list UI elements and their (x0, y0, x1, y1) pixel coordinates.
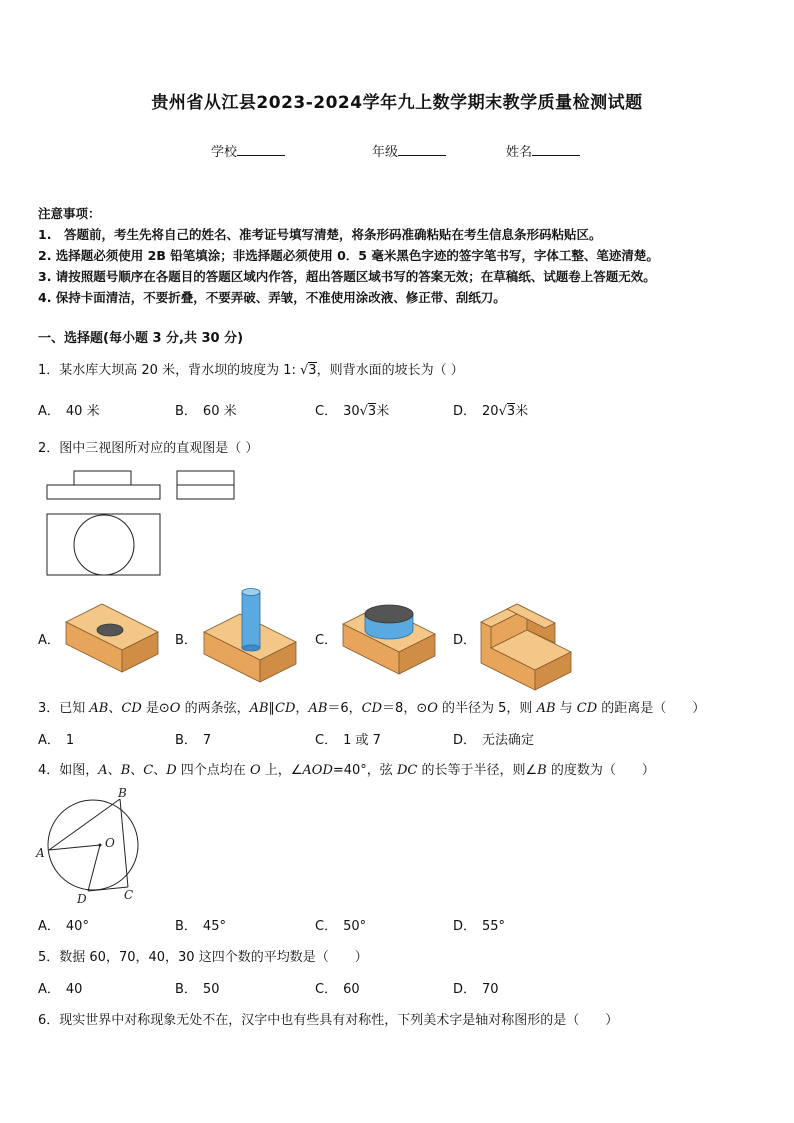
sqrt-symbol: √3 (359, 404, 377, 419)
question-2: 2．图中三视图所对应的直观图是（ ） (38, 441, 259, 456)
note-item: 3. 请按照题号顺序在各题目的答题区域内作答，超出答题区域书写的答案无效；在草稿纸、试题卷上答题无效。 (38, 269, 656, 284)
q5-options (38, 978, 758, 996)
q5-option-a[interactable]: A． 40 (38, 982, 83, 997)
q3-option-d[interactable]: D． 无法确定 (453, 733, 535, 748)
notes-heading: 注意事项： (38, 206, 101, 221)
question-5: 5．数据 60，70，40，30 这四个数的平均数是（ ） (38, 950, 368, 965)
label-b: B (118, 786, 127, 800)
name-label: 姓名 (506, 145, 533, 160)
q5-option-b[interactable]: B． 50 (175, 982, 220, 997)
label-c: C (124, 888, 134, 902)
q3-option-a[interactable]: A． 1 (38, 733, 75, 748)
q1-option-c[interactable]: C． 30√3米 (315, 404, 390, 419)
q5-option-c[interactable]: C． 60 (315, 982, 360, 997)
q1-text: 1．某水库大坝高 20 米，背水坝的坡度为 1: (38, 363, 300, 378)
q1-text-end: ，则背水面的坡长为（ ） (316, 363, 464, 378)
question-6: 6．现实世界中对称现象无处不在，汉字中也有些具有对称性，下列美术字是轴对称图形的是（ ） (38, 1013, 619, 1028)
sqrt-symbol: √3 (498, 404, 516, 419)
label-o: O (105, 836, 115, 850)
grade-label: 年级 (372, 145, 399, 160)
q4-option-c[interactable]: C． 50° (315, 919, 367, 934)
section-heading: 一、选择题(每小题 3 分,共 30 分) (38, 331, 244, 346)
q2-option-b[interactable]: B． (175, 633, 197, 648)
note-item: 1. 答题前，考生先将自己的姓名、准考证号填写清楚，将条形码准确粘贴在考生信息条形码粘贴区。 (38, 227, 602, 242)
q4-option-b[interactable]: B． 45° (175, 919, 226, 934)
exam-title: 贵州省从江县2023-2024学年九上数学期末教学质量检测试题 (151, 93, 643, 113)
q4-option-d[interactable]: D． 55° (453, 919, 506, 934)
radius-ao (49, 845, 100, 850)
note-item: 2. 选择题必须使用 2B 铅笔填涂；非选择题必须使用 0．5 毫米黑色字迹的签字笔书写，字体工整、笔迹清楚。 (38, 248, 659, 263)
question-3: 3．已知 AB、CD 是⊙O 的两条弦，AB∥CD，AB＝6，CD＝8，⊙O 的半径为 5，则 AB 与 CD 的距离是（ ） (38, 701, 706, 716)
q3-option-b[interactable]: B． 7 (175, 733, 212, 748)
q2-option-c[interactable]: C． (315, 633, 338, 648)
q3-option-c[interactable]: C． 1 或 7 (315, 733, 381, 748)
q5-option-d[interactable]: D． 70 (453, 982, 499, 997)
q1-option-d[interactable]: D． 20√3米 (453, 404, 529, 419)
school-label: 学校 (211, 145, 238, 160)
sqrt-symbol: √3 (300, 363, 317, 378)
label-d: D (77, 892, 87, 906)
q4-options (38, 915, 758, 933)
q4-option-a[interactable]: A． 40° (38, 919, 89, 934)
radius-od (88, 845, 100, 891)
label-a: A (36, 846, 45, 860)
q2-option-d[interactable]: D． (453, 633, 477, 648)
q1-option-a[interactable]: A． 40 米 (38, 404, 100, 419)
note-item: 4. 保持卡面清洁，不要折叠，不要弄破、弄皱，不准使用涂改液、修正带、刮纸刀。 (38, 290, 506, 305)
q1-option-b[interactable]: B． 60 米 (175, 404, 237, 419)
center-point (99, 844, 102, 847)
q2-option-a[interactable]: A． (38, 633, 60, 648)
question-4: 4．如图，A、B、C、D 四个点均在 O 上，∠AOD=40°，弦 DC 的长等于半径，则∠B 的度数为（ ） (38, 763, 655, 778)
